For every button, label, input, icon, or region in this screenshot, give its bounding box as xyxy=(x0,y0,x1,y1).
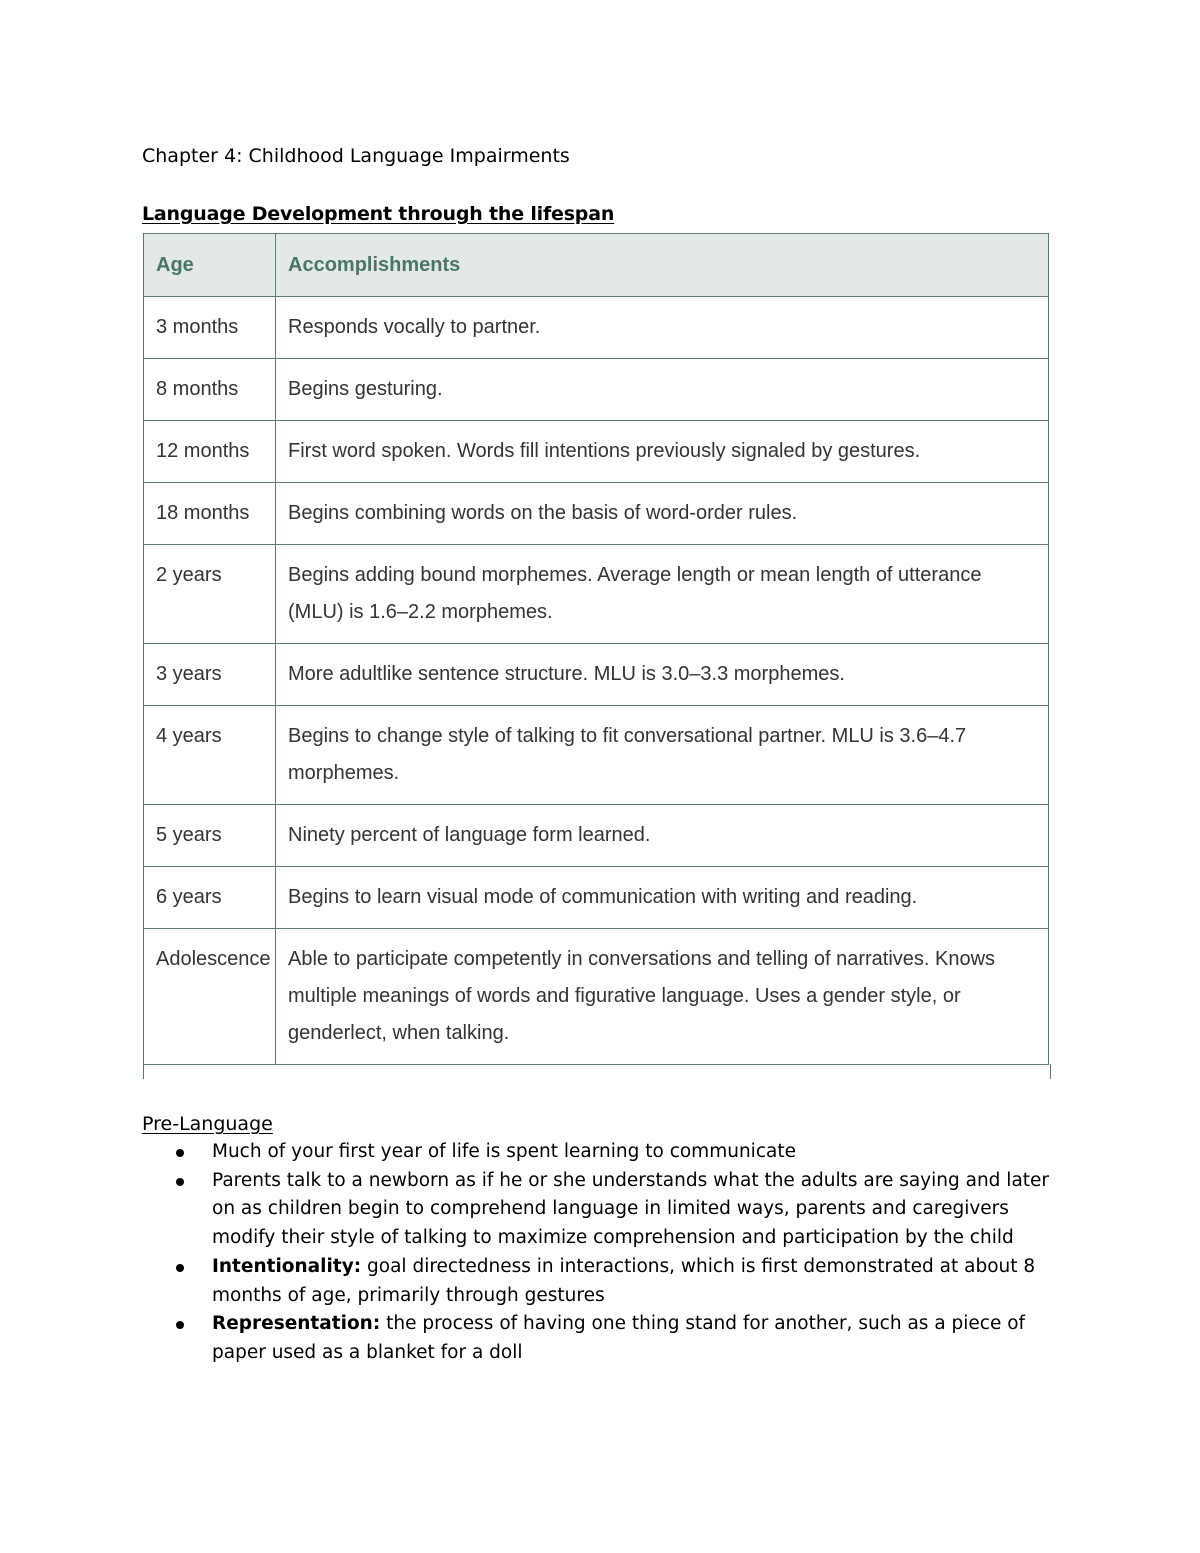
age-cell: 12 months xyxy=(144,421,276,483)
bullet-term: Representation: xyxy=(212,1313,381,1335)
pre-language-bullet-list xyxy=(142,1138,1062,1368)
table-row xyxy=(144,297,1049,359)
accomplishment-cell: First word spoken. Words fill intentions previously signaled by gestures. xyxy=(276,421,1049,483)
accomplishment-cell: More adultlike sentence structure. MLU is 3.0–3.3 morphemes. xyxy=(276,644,1049,706)
lifespan-heading: Language Development through the lifespan xyxy=(142,203,615,225)
table-bottom-edge xyxy=(143,1064,1051,1079)
document-title: Chapter 4: Childhood Language Impairments xyxy=(142,145,570,167)
bullet-text: the process of having one thing stand for another, such as a piece of paper used as a blanket for a doll xyxy=(212,1313,1026,1363)
accomplishment-cell: Begins adding bound morphemes. Average length or mean length of utterance (MLU) is 1.6–2.2 morphemes. xyxy=(276,545,1049,644)
table-row xyxy=(144,706,1049,805)
bullet-text: Much of your first year of life is spent learning to communicate xyxy=(212,1141,796,1162)
bullet-term: Intentionality: xyxy=(212,1255,362,1277)
age-cell: 18 months xyxy=(144,483,276,545)
pre-language-heading: Pre-Language xyxy=(142,1113,273,1135)
table-row xyxy=(144,805,1049,867)
table-row xyxy=(144,483,1049,545)
table-row xyxy=(144,929,1049,1065)
accomplishments-column-header: Accomplishments xyxy=(276,234,1049,297)
list-item xyxy=(142,1310,1062,1367)
accomplishment-cell: Able to participate competently in conversations and telling of narratives. Knows multiple meanings of words and figurative language. Uses a gender style, or genderlect, when talking. xyxy=(276,929,1049,1065)
list-item xyxy=(142,1138,1062,1167)
bullet-text: goal directedness in interactions, which is first demonstrated at about 8 months of age, primarily through gestures xyxy=(212,1255,1036,1306)
table-row xyxy=(144,421,1049,483)
bullet-icon xyxy=(176,1321,184,1329)
language-development-table xyxy=(143,233,1049,1065)
age-column-header: Age xyxy=(144,234,276,297)
age-cell: 3 years xyxy=(144,644,276,706)
age-cell: Adolescence xyxy=(144,929,276,1065)
table-row xyxy=(144,545,1049,644)
age-cell: 3 months xyxy=(144,297,276,359)
accomplishment-cell: Responds vocally to partner. xyxy=(276,297,1049,359)
list-item xyxy=(142,1253,1062,1310)
accomplishment-cell: Ninety percent of language form learned. xyxy=(276,805,1049,867)
accomplishment-cell: Begins combining words on the basis of word-order rules. xyxy=(276,483,1049,545)
bullet-icon xyxy=(176,1149,184,1157)
accomplishment-cell: Begins gesturing. xyxy=(276,359,1049,421)
age-cell: 5 years xyxy=(144,805,276,867)
table-row xyxy=(144,867,1049,929)
table-row xyxy=(144,359,1049,421)
accomplishment-cell: Begins to learn visual mode of communication with writing and reading. xyxy=(276,867,1049,929)
table-header-row xyxy=(144,234,1049,297)
age-cell: 8 months xyxy=(144,359,276,421)
age-cell: 4 years xyxy=(144,706,276,805)
bullet-text: Parents talk to a newborn as if he or she understands what the adults are saying and later on as children begin to comprehend language in limited ways, parents and caregivers modify their style of talking to maximize comprehension and participation by the child xyxy=(212,1169,1050,1249)
age-cell: 2 years xyxy=(144,545,276,644)
bullet-icon xyxy=(176,1178,184,1186)
age-cell: 6 years xyxy=(144,867,276,929)
list-item xyxy=(142,1167,1062,1253)
table-row xyxy=(144,644,1049,706)
bullet-icon xyxy=(176,1264,184,1272)
accomplishment-cell: Begins to change style of talking to fit conversational partner. MLU is 3.6–4.7 morphemes. xyxy=(276,706,1049,805)
